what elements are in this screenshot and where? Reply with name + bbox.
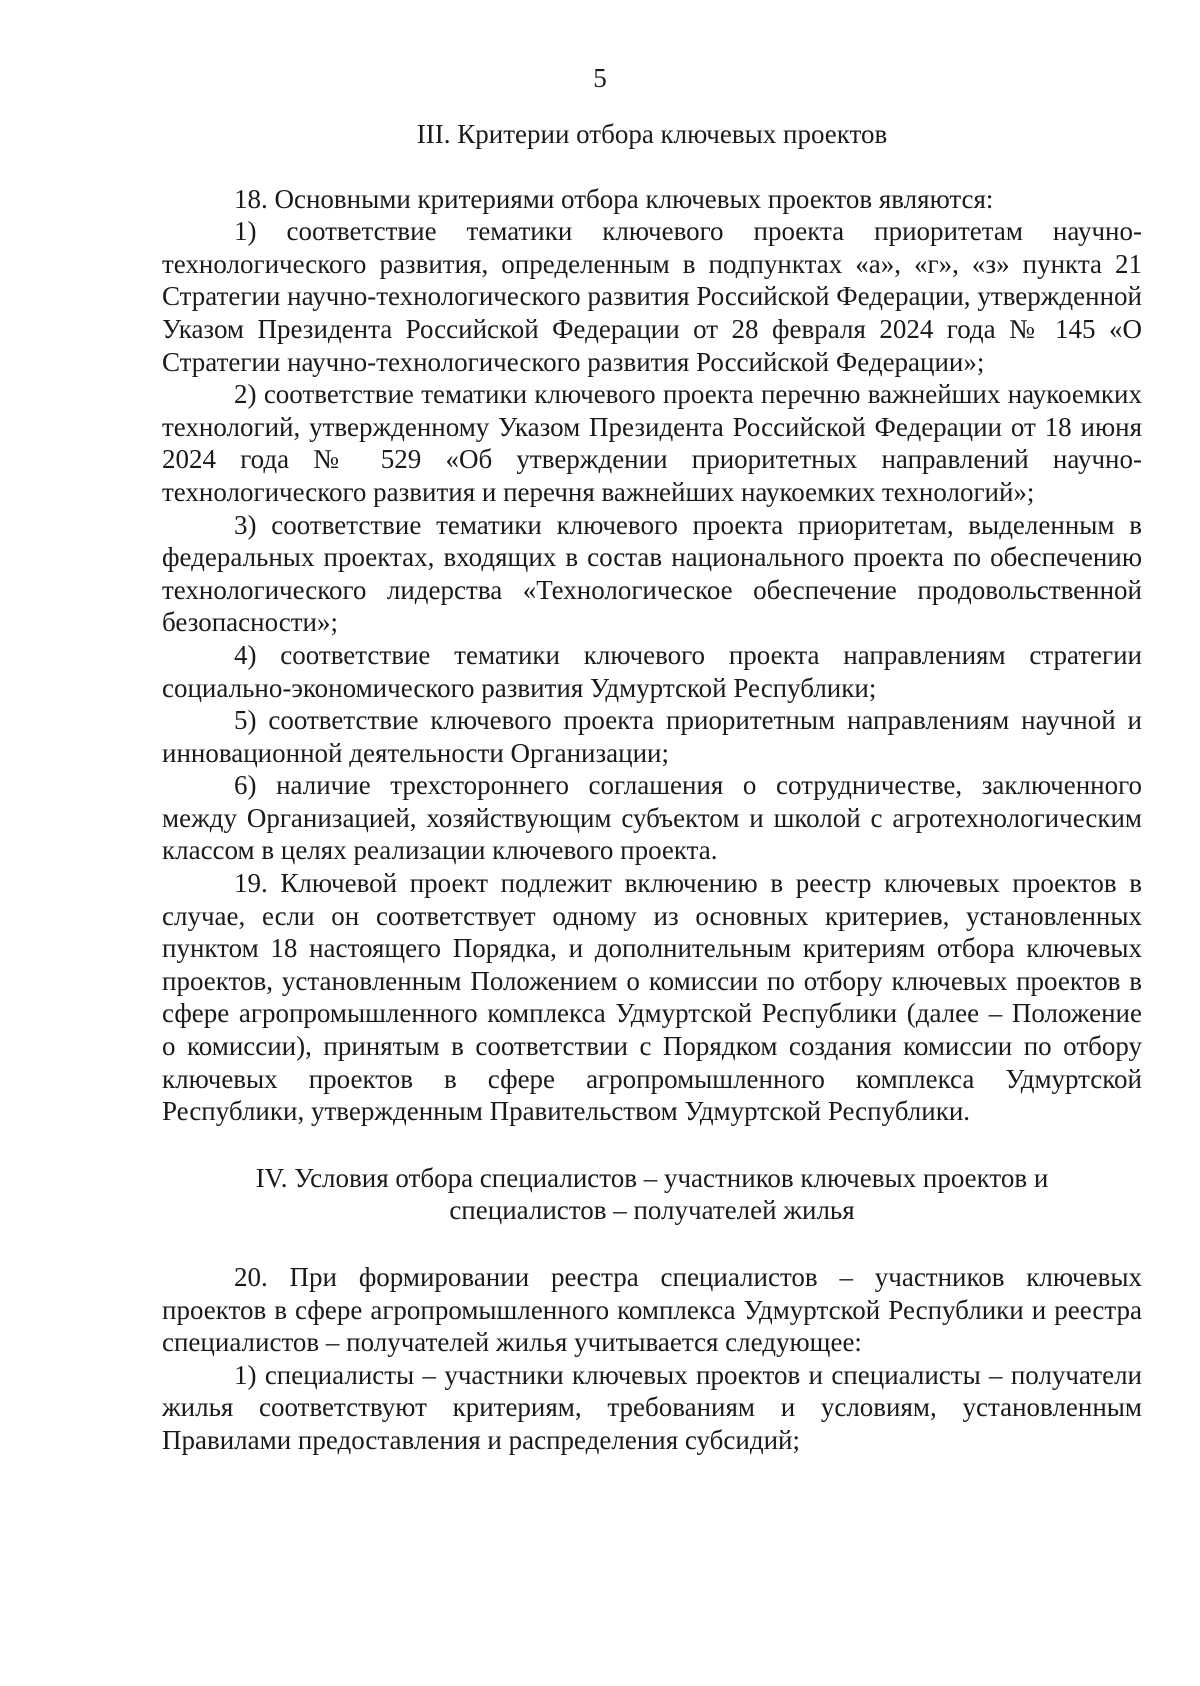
- paragraph-18-item-1: 1) соответствие тематики ключевого проекта приоритетам научно-технологического развития, определенным в подпунктах «а», «г», «з» пункта 21 Стратегии научно-технологического развития Российской Федерации, утвержденной Указом Президента Российской Федерации от 28 февраля 2024 года № 145 «О Стратегии научно-технологического развития Российской Федерации»;: [162, 216, 1142, 377]
- section-heading-4-line-2: специалистов – получателей жилья: [449, 1195, 855, 1226]
- paragraph-18-item-6: 6) наличие трехстороннего соглашения о сотрудничестве, заключенного между Организацией, хозяйствующим субъектом и школой с агротехнологическим классом в целях реализации ключевого проекта.: [162, 770, 1142, 866]
- paragraph-18-item-4: 4) соответствие тематики ключевого проекта направлениям стратегии социально-экономического развития Удмуртской Республики;: [162, 639, 1142, 703]
- paragraph-18-item-2: 2) соответствие тематики ключевого проекта перечню важнейших наукоемких технологий, утвержденному Указом Президента Российской Федерации от 18 июня 2024 года № 529 «Об утверждении приоритетных направлений научно-технологического развития и перечня важнейших наукоемких технологий»;: [162, 379, 1142, 507]
- page-number: 5: [593, 63, 607, 93]
- section-heading-3: III. Критерии отбора ключевых проектов: [416, 119, 888, 149]
- section-heading-4-line-1: IV. Условия отбора специалистов – участников ключевых проектов и: [255, 1162, 1049, 1193]
- section-heading-4: [162, 1162, 1142, 1227]
- document-body: [162, 118, 1142, 1457]
- paragraph-18-item-5: 5) соответствие ключевого проекта приоритетным направлениям научной и инновационной деятельности Организации;: [162, 705, 1142, 768]
- paragraph-20: 20. При формировании реестра специалистов – участников ключевых проектов в сфере агропромышленного комплекса Удмуртской Республики и реестра специалистов – получателей жилья учитывается следующее:: [162, 1262, 1142, 1358]
- paragraph-20-item-1: 1) специалисты – участники ключевых проектов и специалисты – получатели жилья соответствуют критериям, требованиям и условиям, установленным Правилами предоставления и распределения субсидий;: [162, 1359, 1142, 1455]
- paragraph-19: 19. Ключевой проект подлежит включению в реестр ключевых проектов в случае, если он соответствует одному из основных критериев, установленных пунктом 18 настоящего Порядка, и дополнительным критериям отбора ключевых проектов, установленным Положением о комиссии по отбору ключевых проектов в сфере агропромышленного комплекса Удмуртской Республики (далее – Положение о комиссии), принятым в соответствии с Порядком создания комиссии по отбору ключевых проектов в сфере агропромышленного комплекса Удмуртской Республики, утвержденным Правительством Удмуртской Республики.: [162, 868, 1142, 1127]
- paragraph-18: 18. Основными критериями отбора ключевых проектов являются:: [234, 183, 994, 214]
- paragraph-18-item-3: 3) соответствие тематики ключевого проекта приоритетам, выделенным в федеральных проектах, входящих в состав национального проекта по обеспечению технологического лидерства «Технологическое обеспечение продовольственной безопасности»;: [162, 509, 1142, 638]
